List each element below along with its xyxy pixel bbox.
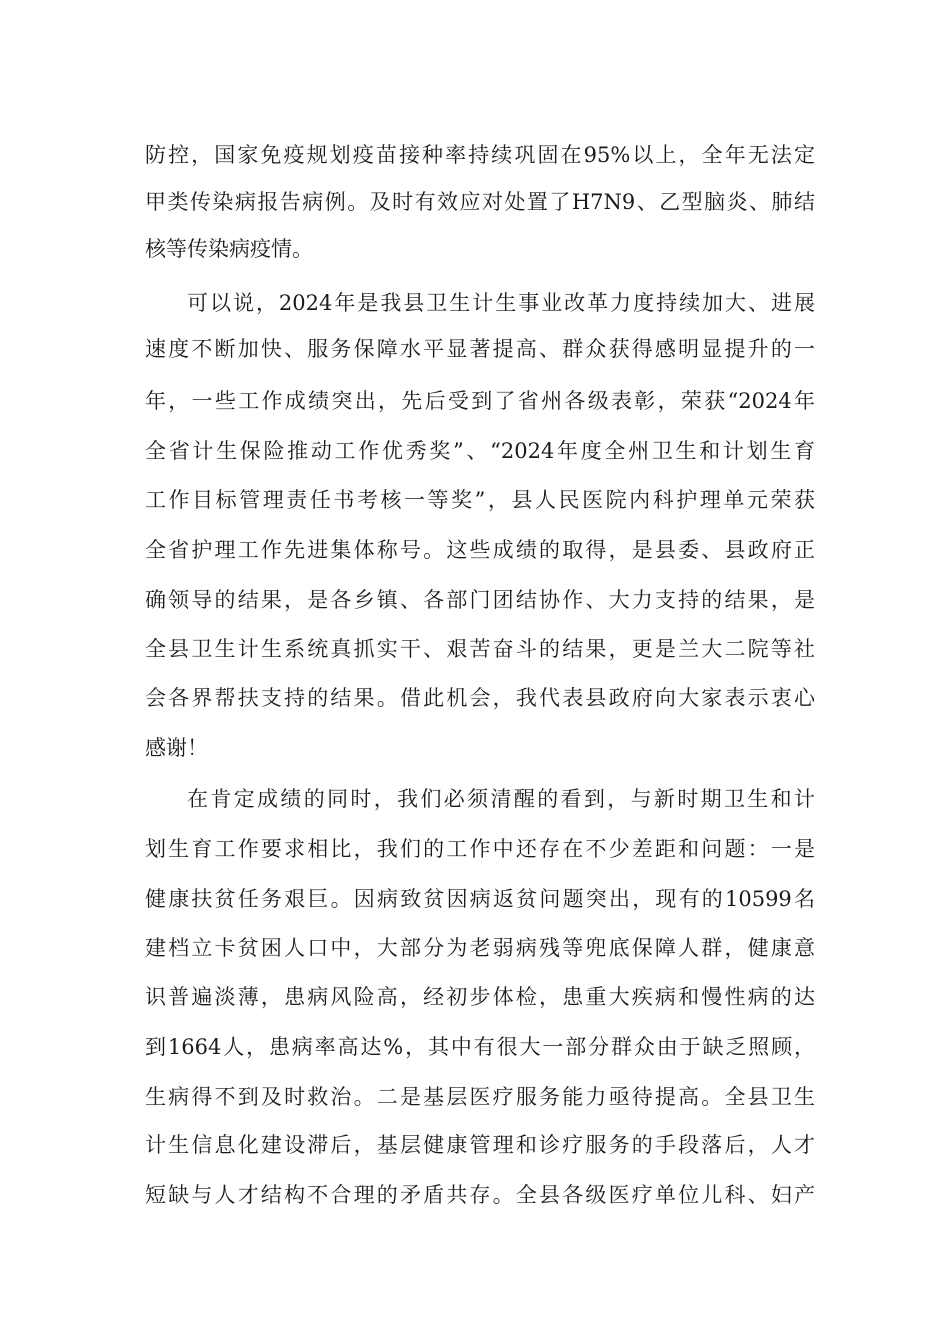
text-line: 年，一些工作成绩突出，先后受到了省州各级表彰，荣获“2024年 (145, 389, 815, 413)
text-line: 生病得不到及时救治。二是基层医疗服务能力亟待提高。全县卫生 (145, 1085, 815, 1109)
text-line: 建档立卡贫困人口中，大部分为老弱病残等兜底保障人群，健康意 (145, 936, 815, 960)
text-line: 到1664人，患病率高达%，其中有很大一部分群众由于缺乏照顾， (145, 1035, 815, 1059)
text-line: 全县卫生计生系统真抓实干、艰苦奋斗的结果，更是兰大二院等社 (145, 637, 815, 661)
text-line: 甲类传染病报告病例。及时有效应对处置了H7N9、乙型脑炎、肺结 (145, 190, 815, 214)
text-line: 识普遍淡薄，患病风险高，经初步体检，患重大疾病和慢性病的达 (145, 985, 815, 1009)
text-line: 核等传染病疫情。 (145, 237, 313, 261)
text-line: 短缺与人才结构不合理的矛盾共存。全县各级医疗单位儿科、妇产 (145, 1183, 815, 1207)
text-line: 速度不断加快、服务保障水平显著提高、群众获得感明显提升的一 (145, 337, 815, 361)
text-line: 确领导的结果，是各乡镇、各部门团结协作、大力支持的结果，是 (145, 588, 815, 612)
text-line: 全省护理工作先进集体称号。这些成绩的取得，是县委、县政府正 (145, 538, 815, 562)
text-line: 健康扶贫任务艰巨。因病致贫因病返贫问题突出，现有的10599名 (145, 887, 815, 911)
text-line: 防控，国家免疫规划疫苗接种率持续巩固在95%以上，全年无法定 (145, 143, 815, 167)
text-line: 会各界帮扶支持的结果。借此机会，我代表县政府向大家表示衷心 (145, 686, 815, 710)
text-line: 可以说，2024年是我县卫生计生事业改革力度持续加大、进展 (187, 291, 815, 315)
text-line: 划生育工作要求相比，我们的工作中还存在不少差距和问题：一是 (145, 837, 815, 861)
text-line: 全省计生保险推动工作优秀奖”、“2024年度全州卫生和计划生育 (145, 439, 815, 463)
text-line: 计生信息化建设滞后，基层健康管理和诊疗服务的手段落后，人才 (145, 1133, 815, 1157)
text-line: 工作目标管理责任书考核一等奖”，县人民医院内科护理单元荣获 (145, 488, 815, 512)
text-line: 感谢！ (145, 736, 208, 760)
text-line: 在肯定成绩的同时，我们必须清醒的看到，与新时期卫生和计 (187, 787, 815, 811)
